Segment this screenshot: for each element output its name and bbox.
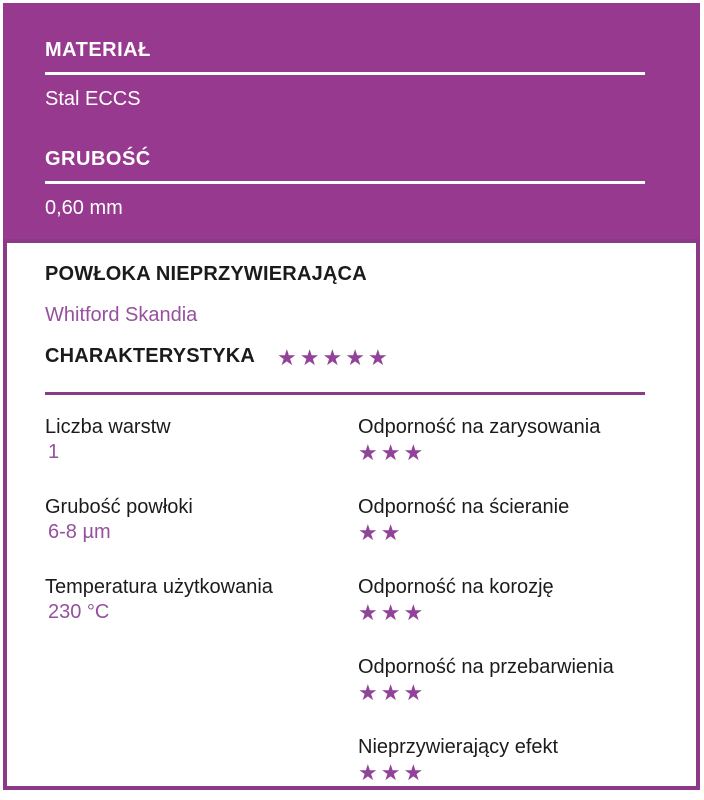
property-item [358, 576, 676, 623]
property-item [358, 496, 676, 543]
property-item [45, 416, 358, 463]
coating-panel [3, 239, 700, 790]
material-section [45, 40, 700, 109]
property-label: Odporność na przebarwienia [358, 656, 614, 678]
property-label: Nieprzywierający efekt [358, 736, 559, 758]
property-item [358, 736, 676, 783]
characteristics-row [45, 345, 676, 368]
property-value: 1 [48, 441, 60, 463]
property-label: Temperatura użytkowania [45, 576, 273, 598]
material-heading: MATERIAŁ [45, 39, 151, 61]
property-item [45, 576, 358, 623]
property-item [45, 496, 358, 543]
property-label: Odporność na korozję [358, 576, 554, 598]
thickness-heading: GRUBOŚĆ [45, 148, 151, 170]
material-panel [3, 3, 700, 239]
property-stars-rating: ★★ [358, 520, 404, 545]
property-item [358, 656, 676, 703]
characteristics-stars-rating: ★★★★★ [277, 344, 391, 370]
material-value: Stal ECCS [45, 88, 141, 110]
material-underline [45, 72, 645, 75]
coating-title: POWŁOKA NIEPRZYWIERAJĄCA [45, 263, 367, 285]
property-value: 230 °C [48, 601, 110, 623]
coating-brand: Whitford Skandia [45, 304, 198, 326]
property-stars-rating: ★★★ [358, 600, 427, 625]
property-item [358, 416, 676, 463]
property-stars-rating: ★★★ [358, 760, 427, 785]
properties-left [45, 416, 358, 800]
thickness-underline [45, 181, 645, 184]
property-label: Liczba warstw [45, 416, 171, 438]
properties-grid [45, 416, 676, 800]
thickness-section [45, 149, 700, 218]
property-stars-rating: ★★★ [358, 680, 427, 705]
property-label: Odporność na ścieranie [358, 496, 570, 518]
property-stars-rating: ★★★ [358, 440, 427, 465]
property-label: Odporność na zarysowania [358, 416, 601, 438]
property-value: 6-8 µm [48, 521, 111, 543]
property-label: Grubość powłoki [45, 496, 193, 518]
thickness-value: 0,60 mm [45, 197, 123, 219]
characteristics-label: CHARAKTERYSTYKA [45, 345, 256, 367]
properties-right [358, 416, 676, 800]
section-divider [45, 392, 645, 395]
